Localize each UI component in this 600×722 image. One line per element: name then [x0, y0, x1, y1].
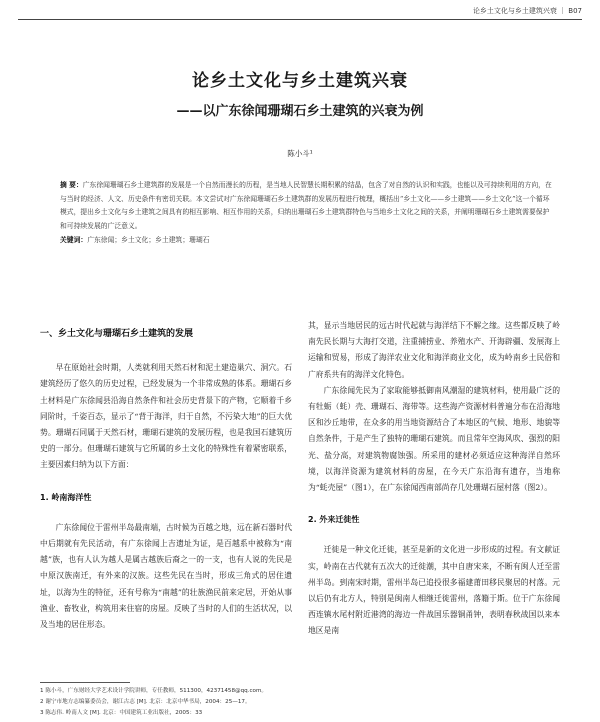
- author: 陈小斗¹: [287, 149, 313, 158]
- abstract-text: 广东徐闻珊瑚石乡土建筑群的发展是一个自然而漫长的历程，是当地人民智慧长期积累的结晶，包含了对自然的认识和实践，也能以及可持续利用的方向，在与当时的经济、人文、历史条件有密切关联。本文尝试对广东徐闻珊瑚石乡土建筑群的发展历程进行梳理，概括出“乡土文化——乡土建筑——乡土文化”这一个循环模式，提出乡土文化与乡土建筑之间具有的相互影响、相互作用的关系，归纳出珊瑚石乡土建筑群特色与当地乡土文化之间的关系，并阐明珊瑚石乡土建筑需要保护和可持续发展的广泛意义。: [60, 181, 552, 230]
- subsection-heading-1: 1. 岭南海洋性: [40, 492, 92, 502]
- abstract-label: 摘 要：: [60, 181, 83, 189]
- footnote-2: 2 谢宁市地方志编纂委员会，谢江古志 [M]. 北京：北京中华书局，2004：25—17。: [40, 699, 251, 705]
- keywords: [60, 234, 556, 244]
- footnote-1: 1 陈小斗，广东财经大学艺术设计学院讲师，专任教师，511300，42371458@qq.com。: [40, 688, 268, 694]
- keywords-text: 广东徐闻；乡土文化；乡土建筑；珊瑚石: [87, 236, 210, 244]
- paragraph-3: 其，显示当地居民的远古时代起就与海洋结下不解之缘。这些都反映了岭南先民长期与大海打交道，注重捕捞业、养殖水产、开海辟疆、发展海上运输和贸易，形成了海洋农业文化和海洋商业文化，成为岭南乡土民俗和广府系共有的海洋文化特色。: [308, 321, 560, 379]
- right-column: [308, 318, 560, 672]
- article-title: 论乡土文化与乡土建筑兴衰: [192, 71, 408, 91]
- article-subtitle: ——以广东徐闻珊瑚石乡土建筑的兴衰为例: [176, 104, 424, 119]
- header-rule: [18, 19, 582, 20]
- footnote-rule: [40, 682, 130, 683]
- abstract: [60, 179, 556, 233]
- running-header: 论乡土文化与乡土建筑兴衰 ｜ B07: [472, 7, 582, 15]
- paragraph-1: 早在原始社会时期，人类就利用天然石材和泥土建造巢穴、洞穴。石建筑经历了悠久的历史过程，已经发展为一个非常成熟的体系。珊瑚石乡土材料是广东徐闻县沿海自然条件和社会历史背景下的产物，它顺着千乡同阶时，千姿百态，显示了“背于海洋，归于自然，不污染大地”的巨大优势。珊瑚石同属于天然石材，珊瑚石建筑的发展历程，也是我国石建筑历史的一部分。但珊瑚石建筑与它所属的乡土文化的特殊性有着紧密联系，主要因素归纳为以下方面：: [40, 363, 292, 470]
- section-heading-1: 一、乡土文化与珊瑚石乡土建筑的发展: [40, 329, 194, 339]
- keywords-label: 关键词：: [60, 236, 88, 244]
- subsection-heading-2: 2. 外来迁徙性: [308, 515, 360, 525]
- left-column: [40, 326, 292, 672]
- footnote-3: 3 陈志伟. 岭南人文 [M]. 北京：中国建筑工业出版社，2005：33: [40, 710, 203, 716]
- paragraph-2: 广东徐闻位于雷州半岛最南端，古时候为百越之地，远在新石器时代中后期就有先民活动，有广东徐闻上吉遗址为证，是百越系中被称为“南越”族，也有人认为越人是属古越族后裔之一的一支，也有人说的先民是中原汉族南迁，有外来的汉族。这些先民在当时，形成三角式的居住遗址，以海为生的特征，还有号称为“南越”的壮族渔民前来定居，开始从事渔业、畜牧业，构筑用来住宿的房屋。反映了当时的人们的生活状况，以及当地的居住形态。: [40, 522, 292, 630]
- paragraph-4: 广东徐闻先民为了家取能够抵御南风潮湿的建筑材料，使用最广泛的有牡蛎（蚝）壳、珊瑚石、海带等。这些海产资源材料普遍分布在沿海地区和沙丘地带，在众多的用当地资源结合了本地区的气候、地形、地貌等自然条件，于是产生了独特的珊瑚石建筑。而且常年空海风吹、强烈的阳光、盐分高，对建筑物腐蚀强。所采用的建材必须适应这种海洋自然环境，以海洋资源为建筑材料的房屋，在今天广东沿海有遗存，当地称为“蚝壳屋”（图1），在广东徐闻西南部尚存几处珊瑚石屋村落（图2）。: [308, 385, 560, 493]
- paragraph-5: 迁徙是一种文化迁徙，甚至是新的文化进一步形成的过程。有文献证实，岭南在古代就有五次大的迁徙潮，其中自唐宋来，不断有闽人迁至雷州半岛。到南宋时期，雷州半岛已追投很多福建莆田移民聚居的村落。元以后仍有北方人，特别是闽南人相继迁徙雷州，落籍于斯。位于广东徐闻西连镇水尾村附近港湾的海边一件战国乐器铜甬钟，表明春秋战国以来本地区是南: [308, 545, 560, 636]
